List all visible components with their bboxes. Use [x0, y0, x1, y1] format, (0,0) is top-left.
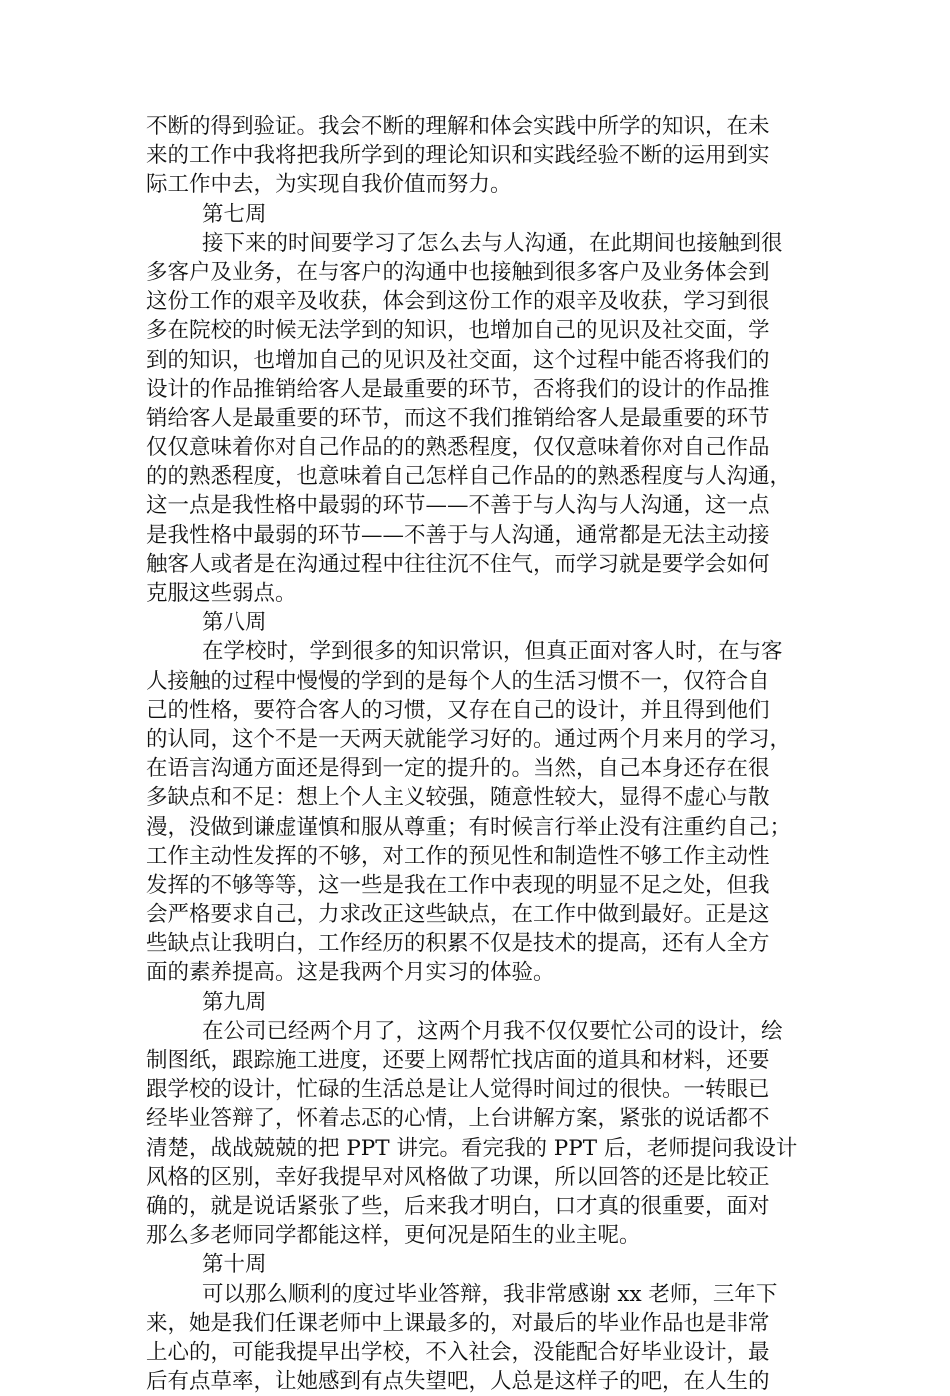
text-line: 确的，就是说话紧张了些，后来我才明白，口才真的很重要，面对 — [146, 1193, 770, 1219]
text-line: 克服这些弱点。 — [146, 581, 297, 606]
text-line: 接下来的时间要学习了怎么去与人沟通，在此期间也接触到很 — [202, 230, 783, 256]
text-line: 设计的作品推销给客人是最重要的环节，否将我们的设计的作品推 — [146, 376, 770, 402]
text-line: 些缺点让我明白，工作经历的积累不仅是技术的提高，还有人全方 — [146, 931, 770, 957]
text-line: 工作主动性发挥的不够，对工作的预见性和制造性不够工作主动性 — [146, 843, 770, 869]
text-line: 可以那么顺利的度过毕业答辩，我非常感谢 xx 老师，三年下 — [202, 1281, 778, 1307]
text-line: 风格的区别，幸好我提早对风格做了功课，所以回答的还是比较正 — [146, 1164, 770, 1190]
text-line: 后有点草率，让她感到有点失望吧，人总是这样子的吧，在人生的 — [146, 1369, 770, 1395]
text-line: 己的性格，要符合客人的习惯，又存在自己的设计，并且得到他们 — [146, 697, 770, 723]
text-line: 在语言沟通方面还是得到一定的提升的。当然，自己本身还存在很 — [146, 756, 770, 782]
text-line: 在学校时，学到很多的知识常识，但真正面对客人时，在与客 — [202, 639, 783, 665]
text-line: 在公司已经两个月了，这两个月我不仅仅要忙公司的设计，绘 — [202, 1018, 783, 1044]
text-line: 到的知识，也增加自己的见识及社交面，这个过程中能否将我们的 — [146, 347, 770, 373]
text-line: 制图纸，跟踪施工进度，还要上网帮忙找店面的道具和材料，还要 — [146, 1048, 770, 1073]
text-line: 发挥的不够等等，这一些是我在工作中表现的明显不足之处，但我 — [146, 872, 770, 898]
text-line: 多缺点和不足：想上个人主义较强，随意性较大，显得不虚心与散 — [146, 785, 770, 811]
text-line: 的的熟悉程度，也意味着自己怎样自己作品的的熟悉程度与人沟通， — [146, 464, 792, 490]
text-line: 漫，没做到谦虚谨慎和服从尊重；有时候言行举止没有注重约自己； — [146, 814, 792, 840]
text-line: 清楚，战战兢兢的把 PPT 讲完。看完我的 PPT 后，老师提问我设计 — [146, 1135, 798, 1161]
text-line: 触客人或者是在沟通过程中往往沉不住气，而学习就是要学会如何 — [146, 551, 770, 577]
text-line: 第七周 — [202, 201, 267, 227]
text-line: 会严格要求自己，力求改正这些缺点，在工作中做到最好。正是这 — [146, 902, 770, 928]
text-line: 上心的，可能我提早出学校，不入社会，没能配合好毕业设计，最 — [146, 1339, 770, 1365]
text-line: 多客户及业务，在与客户的沟通中也接触到很多客户及业务体会到 — [146, 259, 770, 285]
text-line: 第十周 — [202, 1252, 267, 1278]
text-line: 经毕业答辩了，怀着忐忑的心情，上台讲解方案，紧张的说话都不 — [146, 1106, 770, 1132]
document-body — [146, 112, 826, 1396]
text-line: 面的素养提高。这是我两个月实习的体验。 — [146, 960, 555, 986]
text-line: 仅仅意味着你对自己作品的的熟悉程度，仅仅意味着你对自己作品 — [146, 435, 770, 461]
text-line: 跟学校的设计，忙碌的生活总是让人觉得时间过的很快。一转眼已 — [146, 1077, 770, 1103]
text-line: 多在院校的时候无法学到的知识，也增加自己的见识及社交面，学 — [146, 318, 770, 344]
text-line: 这份工作的艰辛及收获，体会到这份工作的艰辛及收获，学习到很 — [146, 289, 770, 315]
text-line: 是我性格中最弱的环节——不善于与人沟通，通常都是无法主动接 — [146, 522, 770, 548]
text-line: 销给客人是最重要的环节，而这不我们推销给客人是最重要的环节 — [146, 405, 770, 431]
text-line: 第九周 — [202, 989, 267, 1015]
text-line: 来的工作中我将把我所学到的理论知识和实践经验不断的运用到实 — [146, 143, 770, 169]
text-line: 不断的得到验证。我会不断的理解和体会实践中所学的知识，在未 — [146, 114, 770, 139]
text-line: 第八周 — [202, 610, 267, 636]
text-line: 人接触的过程中慢慢的学到的是每个人的生活习惯不一，仅符合自 — [146, 668, 770, 694]
text-line: 来，她是我们任课老师中上课最多的，对最后的毕业作品也是非常 — [146, 1310, 770, 1336]
text-line: 那么多老师同学都能这样，更何况是陌生的业主呢。 — [146, 1223, 641, 1249]
text-line: 的认同，这个不是一天两天就能学习好的。通过两个月来月的学习， — [146, 726, 792, 752]
text-line: 际工作中去，为实现自我价值而努力。 — [146, 172, 512, 198]
text-line: 这一点是我性格中最弱的环节——不善于与人沟与人沟通，这一点 — [146, 493, 770, 519]
